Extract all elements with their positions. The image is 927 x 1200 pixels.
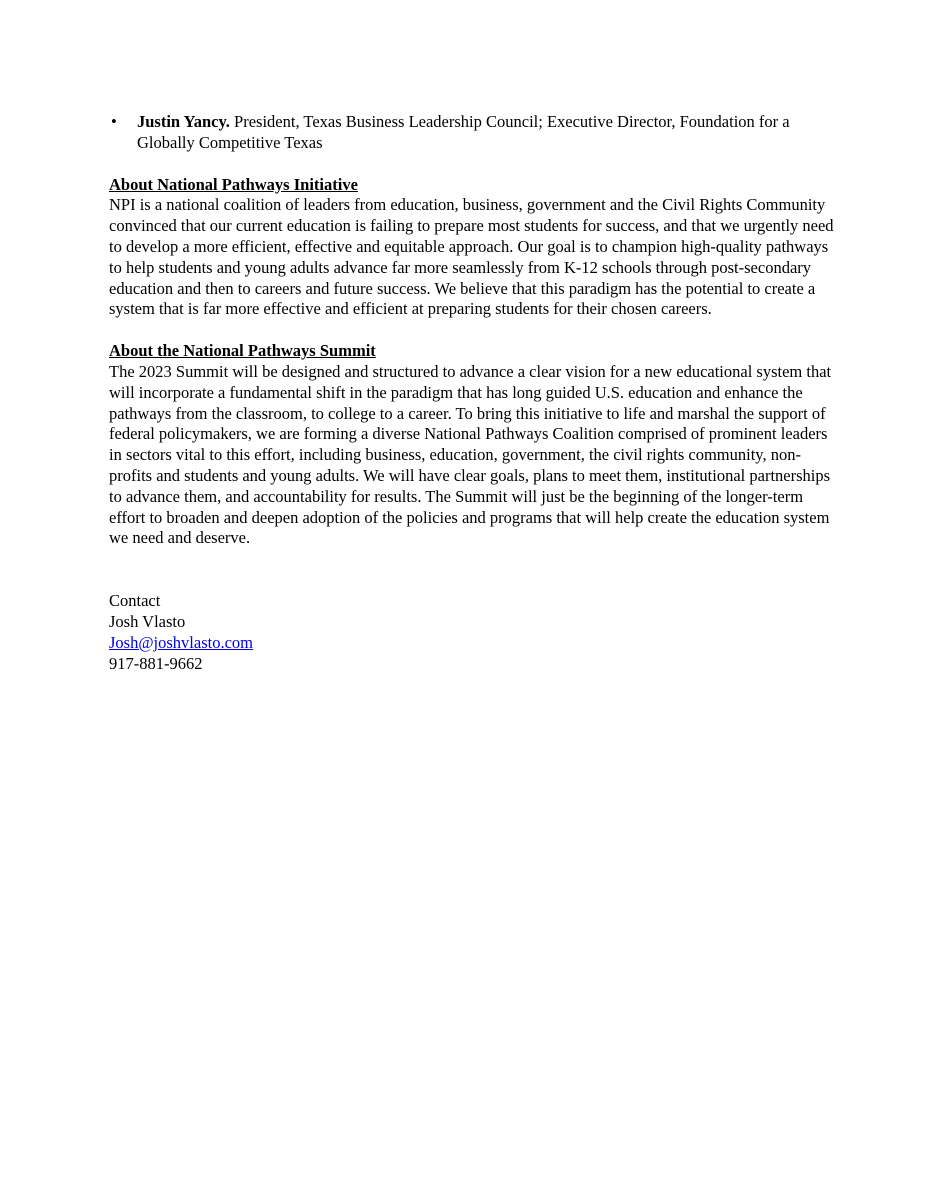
contact-name: Josh Vlasto: [109, 611, 186, 631]
person-description: President, Texas Business Leadership Council; Executive Director, Foundation for a Globally Competitive Texas: [137, 112, 790, 152]
document-page: [109, 112, 839, 674]
about-npi-section: [109, 175, 839, 321]
contact-block: [109, 591, 839, 674]
about-summit-heading: About the National Pathways Summit: [109, 341, 376, 361]
person-name: Justin Yancy.: [137, 112, 230, 131]
about-summit-section: [109, 341, 839, 549]
about-summit-body: The 2023 Summit will be designed and structured to advance a clear vision for a new educational system that will incorporate a fundamental shift in the paradigm that has long guided U.S. education and enhance the pathways from the classroom, to college to a career. To bring this initiative to life and marshal the support of federal policymakers, we are forming a diverse National Pathways Coalition comprised of prominent leaders in sectors vital to this effort, including business, education, government, the civil rights community, non-profits and students and young adults. We will have clear goals, plans to meet them, institutional partnerships to advance them, and accountability for results. The Summit will just be the beginning of the longer-term effort to broaden and deepen adoption of the policies and programs that will help create the education system we need and deserve.: [109, 361, 832, 548]
contact-label: Contact: [109, 591, 161, 611]
contact-email-link[interactable]: Josh@joshvlasto.com: [109, 632, 253, 652]
contact-phone: 917-881-9662: [109, 653, 203, 673]
about-npi-body: NPI is a national coalition of leaders from education, business, government and the Civil Rights Community convinced that our current education is failing to prepare most students for success, and that we urgently need to develop a more efficient, effective and equitable approach. Our goal is to champion high-quality pathways to help students and young adults advance far more seamlessly from K-12 schools through post-secondary education and then to careers and future success. We believe that this paradigm has the potential to create a system that is far more effective and efficient at preparing students for their chosen careers.: [109, 195, 834, 319]
about-npi-heading: About National Pathways Initiative: [109, 174, 358, 194]
list-item: [109, 112, 839, 154]
bullet-icon: •: [111, 112, 117, 131]
